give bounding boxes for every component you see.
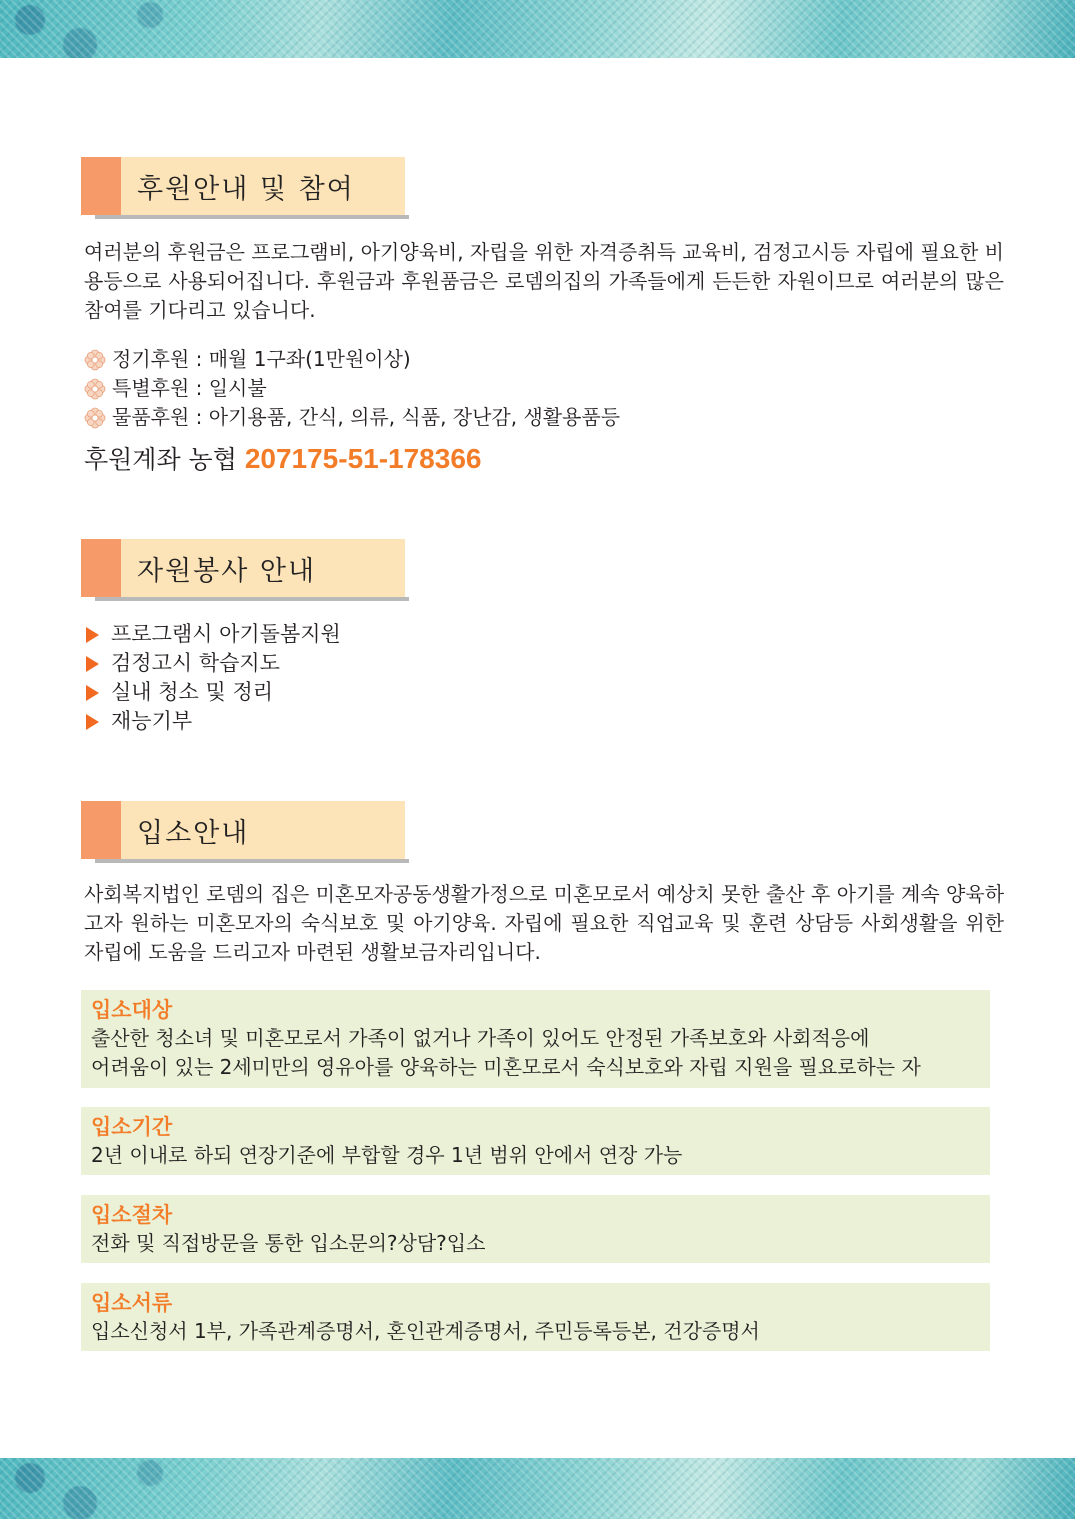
volunteer-item-label: 프로그램시 아기돌봄지원 — [111, 622, 341, 646]
donation-account — [84, 442, 481, 477]
donation-item-label: 정기후원 : 매월 1구좌(1만원이상) — [112, 347, 411, 371]
section-title: 자원봉사 안내 — [137, 556, 317, 587]
bottom-decorative-band — [0, 1458, 1075, 1519]
volunteer-item-label: 실내 청소 및 정리 — [111, 680, 274, 704]
triangle-right-icon — [86, 714, 99, 730]
donation-type-list — [84, 345, 620, 432]
donation-intro: 여러분의 후원금은 프로그램비, 아기양육비, 자립을 위한 자격증취득 교육비, 검정고시등 자립에 필요한 비용등으로 사용되어집니다. 후원금과 후원품금은 로뎀의집의 가족들에게 든든한 자원이므로 여러분의 많은 참여를 기다리고 있습니다. — [84, 240, 1004, 322]
admission-documents-box — [81, 1283, 990, 1351]
admission-intro: 사회복지법인 로뎀의 집은 미혼모자공동생활가정으로 미혼모로서 예상치 못한 출산 후 아기를 계속 양육하고자 원하는 미혼모자의 숙식보호 및 아기양육. 자립에 필요한 직업교육 및 훈련 상담등 사회생활을 위한 자립에 도움을 드리고자 마련된 생활보금자리입니다. — [84, 882, 1005, 964]
triangle-right-icon — [86, 627, 99, 643]
account-number: 207175-51-178366 — [244, 443, 482, 474]
admission-procedure-box — [81, 1195, 990, 1263]
section-title: 후원안내 및 참여 — [137, 174, 355, 205]
box-line: 입소신청서 1부, 가족관계증명서, 혼인관계증명서, 주민등록등본, 건강증명서 — [91, 1319, 760, 1343]
list-item — [84, 403, 620, 432]
account-label: 후원계좌 농협 — [84, 445, 237, 474]
donation-item-label: 물품후원 : 아기용품, 간식, 의류, 식품, 장난감, 생활용품등 — [112, 405, 621, 429]
volunteer-item-label: 검정고시 학습지도 — [111, 651, 280, 675]
donation-item-label: 특별후원 : 일시불 — [112, 376, 267, 400]
admission-target-box — [81, 990, 990, 1088]
box-line: 2년 이내로 하되 연장기준에 부합할 경우 1년 범위 안에서 연장 가능 — [91, 1143, 683, 1167]
list-item — [84, 345, 620, 374]
top-decorative-band — [0, 0, 1075, 58]
flower-icon — [84, 378, 106, 400]
box-heading: 입소대상 — [91, 998, 173, 1022]
box-heading: 입소서류 — [91, 1291, 173, 1315]
list-item — [84, 374, 620, 403]
list-item — [86, 707, 341, 736]
section-header-admission — [81, 801, 411, 873]
box-heading: 입소절차 — [91, 1203, 173, 1227]
section-header-donation — [81, 157, 411, 229]
triangle-right-icon — [86, 685, 99, 701]
list-item — [86, 649, 341, 678]
box-heading: 입소기간 — [91, 1115, 173, 1139]
section-header-volunteer — [81, 539, 411, 611]
box-line: 전화 및 직접방문을 통한 입소문의?상담?입소 — [91, 1231, 486, 1255]
box-line: 어려움이 있는 2세미만의 영유아를 양육하는 미혼모로서 숙식보호와 자립 지원을 필요로하는 자 — [91, 1055, 921, 1079]
list-item — [86, 678, 341, 707]
section-title: 입소안내 — [137, 818, 250, 849]
triangle-right-icon — [86, 656, 99, 672]
flower-icon — [84, 407, 106, 429]
box-line: 출산한 청소녀 및 미혼모로서 가족이 없거나 가족이 있어도 안정된 가족보호와 사회적응에 — [91, 1026, 870, 1050]
volunteer-list — [86, 620, 341, 736]
flower-icon — [84, 349, 106, 371]
list-item — [86, 620, 341, 649]
admission-period-box — [81, 1107, 990, 1175]
volunteer-item-label: 재능기부 — [111, 709, 193, 733]
